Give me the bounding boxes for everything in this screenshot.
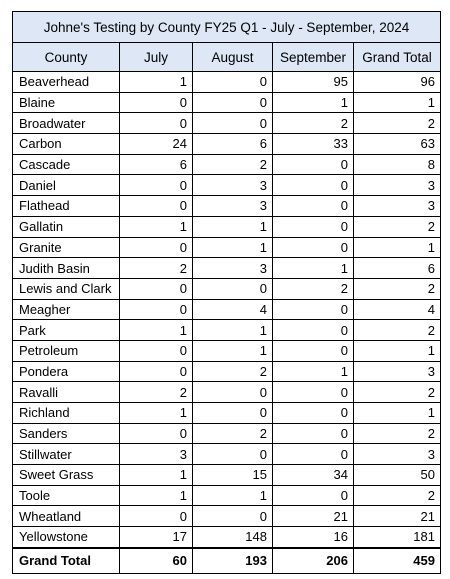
county-cell: Sweet Grass [13, 465, 120, 486]
table-row [13, 154, 441, 175]
september-cell: 0 [273, 320, 354, 341]
september-cell: 1 [273, 92, 354, 113]
august-cell: 0 [193, 506, 273, 527]
august-cell: 0 [193, 403, 273, 424]
july-cell: 0 [120, 423, 193, 444]
table-row [13, 361, 441, 382]
july-cell: 0 [120, 175, 193, 196]
county-cell: Flathead [13, 196, 120, 217]
august-cell: 3 [193, 258, 273, 279]
september-cell: 0 [273, 403, 354, 424]
county-cell: Daniel [13, 175, 120, 196]
table-row [13, 403, 441, 424]
september-cell: 0 [273, 423, 354, 444]
grand-total-cell: 3 [354, 361, 441, 382]
july-cell: 0 [120, 237, 193, 258]
johnes-testing-table [12, 11, 441, 574]
column-header-grand-total: Grand Total [354, 43, 441, 72]
table-body [13, 72, 441, 548]
grand-total-cell: 181 [354, 527, 441, 548]
september-cell: 0 [273, 175, 354, 196]
september-cell: 0 [273, 196, 354, 217]
july-cell: 1 [120, 216, 193, 237]
september-cell: 0 [273, 216, 354, 237]
county-cell: Cascade [13, 154, 120, 175]
grand-total-row [13, 548, 441, 574]
grand-total-cell: 2 [354, 485, 441, 506]
county-cell: Ravalli [13, 382, 120, 403]
table-title: Johne's Testing by County FY25 Q1 - July - September, 2024 [13, 12, 441, 43]
county-cell: Stillwater [13, 444, 120, 465]
september-cell: 0 [273, 485, 354, 506]
grand-total-cell: 1 [354, 403, 441, 424]
county-cell: Judith Basin [13, 258, 120, 279]
august-cell: 0 [193, 113, 273, 134]
july-cell: 0 [120, 299, 193, 320]
table-row [13, 175, 441, 196]
grand-total-cell: 96 [354, 72, 441, 93]
july-cell: 1 [120, 403, 193, 424]
august-cell: 148 [193, 527, 273, 548]
table-row [13, 216, 441, 237]
august-cell: 2 [193, 154, 273, 175]
table-row [13, 196, 441, 217]
column-header-row [13, 43, 441, 72]
table-row [13, 340, 441, 361]
table-row [13, 278, 441, 299]
september-cell: 95 [273, 72, 354, 93]
table-row [13, 258, 441, 279]
august-cell: 1 [193, 485, 273, 506]
august-cell: 1 [193, 237, 273, 258]
table-row [13, 92, 441, 113]
grand-total-cell: 63 [354, 134, 441, 155]
august-cell: 2 [193, 423, 273, 444]
county-cell: Lewis and Clark [13, 278, 120, 299]
grand-total-august: 193 [193, 548, 273, 574]
september-cell: 34 [273, 465, 354, 486]
grand-total-cell: 2 [354, 113, 441, 134]
grand-total-cell: 2 [354, 216, 441, 237]
county-cell: Broadwater [13, 113, 120, 134]
county-cell: Toole [13, 485, 120, 506]
table-row [13, 382, 441, 403]
august-cell: 3 [193, 196, 273, 217]
july-cell: 6 [120, 154, 193, 175]
county-cell: Carbon [13, 134, 120, 155]
table-row [13, 506, 441, 527]
column-header-july: July [120, 43, 193, 72]
county-cell: Pondera [13, 361, 120, 382]
july-cell: 24 [120, 134, 193, 155]
grand-total-label: Grand Total [13, 548, 120, 574]
september-cell: 0 [273, 299, 354, 320]
grand-total-overall: 459 [354, 548, 441, 574]
table-row [13, 423, 441, 444]
grand-total-cell: 8 [354, 154, 441, 175]
september-cell: 1 [273, 361, 354, 382]
county-cell: Yellowstone [13, 527, 120, 548]
grand-total-cell: 50 [354, 465, 441, 486]
august-cell: 0 [193, 444, 273, 465]
table-title-row [13, 12, 441, 43]
september-cell: 0 [273, 382, 354, 403]
july-cell: 0 [120, 278, 193, 299]
grand-total-cell: 4 [354, 299, 441, 320]
july-cell: 3 [120, 444, 193, 465]
july-cell: 1 [120, 320, 193, 341]
july-cell: 1 [120, 485, 193, 506]
grand-total-cell: 3 [354, 444, 441, 465]
july-cell: 17 [120, 527, 193, 548]
grand-total-july: 60 [120, 548, 193, 574]
county-cell: Sanders [13, 423, 120, 444]
county-cell: Richland [13, 403, 120, 424]
table-row [13, 465, 441, 486]
september-cell: 0 [273, 444, 354, 465]
july-cell: 2 [120, 258, 193, 279]
august-cell: 0 [193, 92, 273, 113]
july-cell: 0 [120, 113, 193, 134]
grand-total-cell: 1 [354, 237, 441, 258]
september-cell: 0 [273, 340, 354, 361]
table-row [13, 237, 441, 258]
grand-total-cell: 1 [354, 92, 441, 113]
july-cell: 0 [120, 361, 193, 382]
table-row [13, 134, 441, 155]
august-cell: 0 [193, 278, 273, 299]
county-cell: Petroleum [13, 340, 120, 361]
county-cell: Granite [13, 237, 120, 258]
county-cell: Meagher [13, 299, 120, 320]
column-header-september: September [273, 43, 354, 72]
grand-total-cell: 2 [354, 423, 441, 444]
county-cell: Wheatland [13, 506, 120, 527]
column-header-august: August [193, 43, 273, 72]
grand-total-cell: 21 [354, 506, 441, 527]
july-cell: 0 [120, 196, 193, 217]
august-cell: 2 [193, 361, 273, 382]
july-cell: 1 [120, 465, 193, 486]
august-cell: 6 [193, 134, 273, 155]
grand-total-cell: 1 [354, 340, 441, 361]
september-cell: 2 [273, 278, 354, 299]
table-row [13, 444, 441, 465]
july-cell: 0 [120, 506, 193, 527]
table-row [13, 485, 441, 506]
grand-total-cell: 6 [354, 258, 441, 279]
table-row [13, 320, 441, 341]
september-cell: 1 [273, 258, 354, 279]
august-cell: 0 [193, 72, 273, 93]
grand-total-cell: 2 [354, 320, 441, 341]
august-cell: 15 [193, 465, 273, 486]
column-header-county: County [13, 43, 120, 72]
county-cell: Gallatin [13, 216, 120, 237]
county-cell: Park [13, 320, 120, 341]
august-cell: 1 [193, 216, 273, 237]
july-cell: 0 [120, 92, 193, 113]
september-cell: 2 [273, 113, 354, 134]
august-cell: 0 [193, 382, 273, 403]
county-cell: Beaverhead [13, 72, 120, 93]
july-cell: 1 [120, 72, 193, 93]
table-row [13, 299, 441, 320]
july-cell: 2 [120, 382, 193, 403]
august-cell: 1 [193, 340, 273, 361]
table-row [13, 113, 441, 134]
grand-total-cell: 3 [354, 175, 441, 196]
august-cell: 1 [193, 320, 273, 341]
september-cell: 33 [273, 134, 354, 155]
september-cell: 21 [273, 506, 354, 527]
august-cell: 4 [193, 299, 273, 320]
grand-total-cell: 3 [354, 196, 441, 217]
september-cell: 0 [273, 154, 354, 175]
grand-total-september: 206 [273, 548, 354, 574]
county-cell: Blaine [13, 92, 120, 113]
august-cell: 3 [193, 175, 273, 196]
september-cell: 16 [273, 527, 354, 548]
table-row [13, 72, 441, 93]
july-cell: 0 [120, 340, 193, 361]
table-container [12, 11, 440, 574]
grand-total-cell: 2 [354, 382, 441, 403]
grand-total-cell: 2 [354, 278, 441, 299]
september-cell: 0 [273, 237, 354, 258]
table-row [13, 527, 441, 548]
